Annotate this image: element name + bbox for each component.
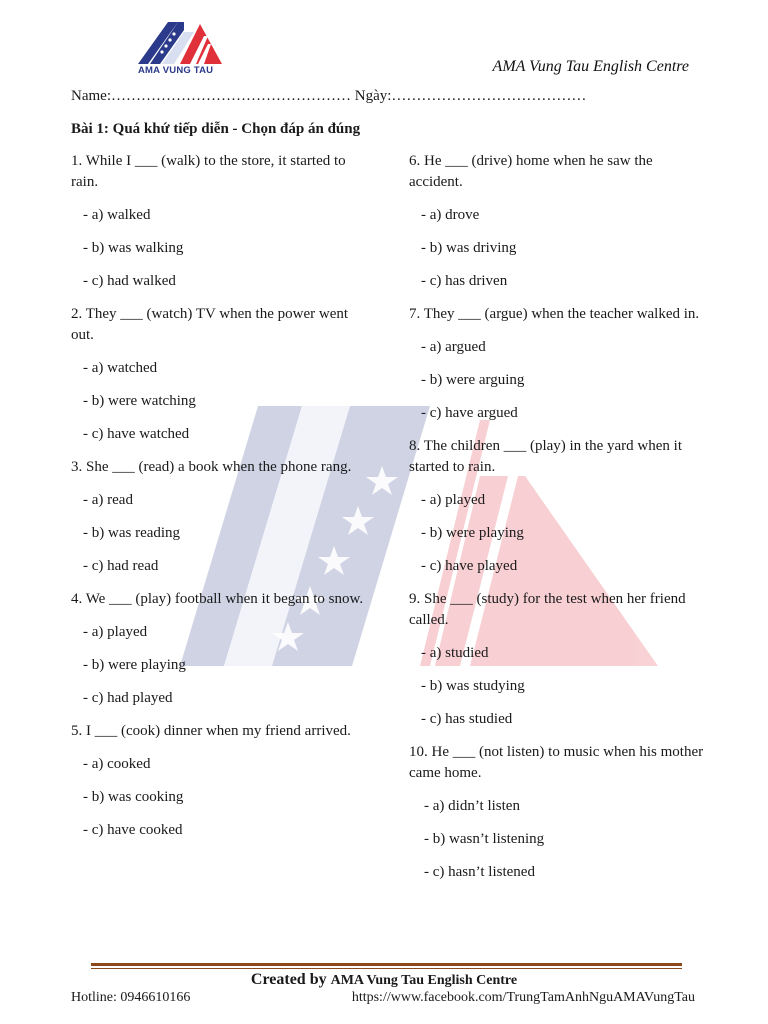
option-b: - b) were playing [83,657,186,673]
option-c: - c) hasn’t listened [424,864,535,880]
question-text: 10. He ___ (not listen) to music when his mother came home. [409,744,704,781]
option-a: - a) cooked [83,756,151,772]
option-b: - b) were playing [421,525,524,541]
questions-left-column [71,151,371,853]
option-c: - c) have argued [421,405,518,421]
option-a: - a) played [421,492,486,508]
option-b: - b) was walking [83,240,184,256]
footer-divider [91,963,682,969]
option-b: - b) wasn’t listening [424,831,545,847]
option-a: - a) didn’t listen [424,798,520,814]
question-text: 6. He ___ (drive) home when he saw the accident. [409,153,653,190]
option-a: - a) played [83,624,148,640]
name-date-line: Name:………………………………………… Ngày:………………………………… [71,88,587,104]
option-c: - c) has studied [421,711,513,727]
option-c: - c) had walked [83,273,176,289]
footer-created-by [0,971,768,989]
footer-facebook-link[interactable]: https://www.facebook.com/TrungTamAnhNguAMAVungTau [351,990,695,1005]
option-c: - c) have cooked [83,822,183,838]
option-b: - b) was cooking [83,789,184,805]
option-c: - c) have watched [83,426,190,442]
question-4 [71,589,371,709]
option-c: - c) have played [421,558,518,574]
option-a: - a) walked [83,207,151,223]
created-by-brand: AMA Vung Tau English Centre [330,973,518,988]
question-text: 8. The children ___ (play) in the yard when it started to rain. [409,438,682,475]
option-a: - a) drove [421,207,480,223]
question-8 [409,436,709,577]
option-b: - b) was reading [83,525,181,541]
option-a: - a) watched [83,360,158,376]
option-a: - a) read [83,492,133,508]
question-6 [409,151,709,292]
centre-name: AMA Vung Tau English Centre [492,58,689,75]
option-b: - b) was driving [421,240,517,256]
question-10 [409,742,709,883]
question-text: 1. While I ___ (walk) to the store, it started to rain. [71,153,346,190]
option-b: - b) were watching [83,393,196,409]
logo-text: AMA VUNG TAU [138,65,214,76]
question-1 [71,151,371,292]
option-a: - a) argued [421,339,486,355]
question-7 [409,304,709,424]
question-9 [409,589,709,730]
option-b: - b) were arguing [421,372,525,388]
exercise-title: Bài 1: Quá khứ tiếp diễn - Chọn đáp án đúng [71,121,361,137]
question-text: 2. They ___ (watch) TV when the power went out. [71,306,349,343]
question-text: 9. She ___ (study) for the test when her friend called. [409,591,686,628]
option-a: - a) studied [421,645,489,661]
questions-right-column [409,151,709,895]
question-text: 4. We ___ (play) football when it began to snow. [71,591,364,607]
created-by-label: Created by [250,971,327,988]
option-c: - c) had played [83,690,173,706]
option-c: - c) had read [83,558,159,574]
question-5 [71,721,371,841]
question-2 [71,304,371,445]
footer-hotline: Hotline: 0946610166 [71,990,191,1005]
question-text: 7. They ___ (argue) when the teacher walked in. [409,306,700,322]
question-text: 3. She ___ (read) a book when the phone rang. [71,459,352,475]
option-c: - c) has driven [421,273,508,289]
option-b: - b) was studying [421,678,525,694]
question-3 [71,457,371,577]
question-text: 5. I ___ (cook) dinner when my friend arrived. [71,723,351,739]
